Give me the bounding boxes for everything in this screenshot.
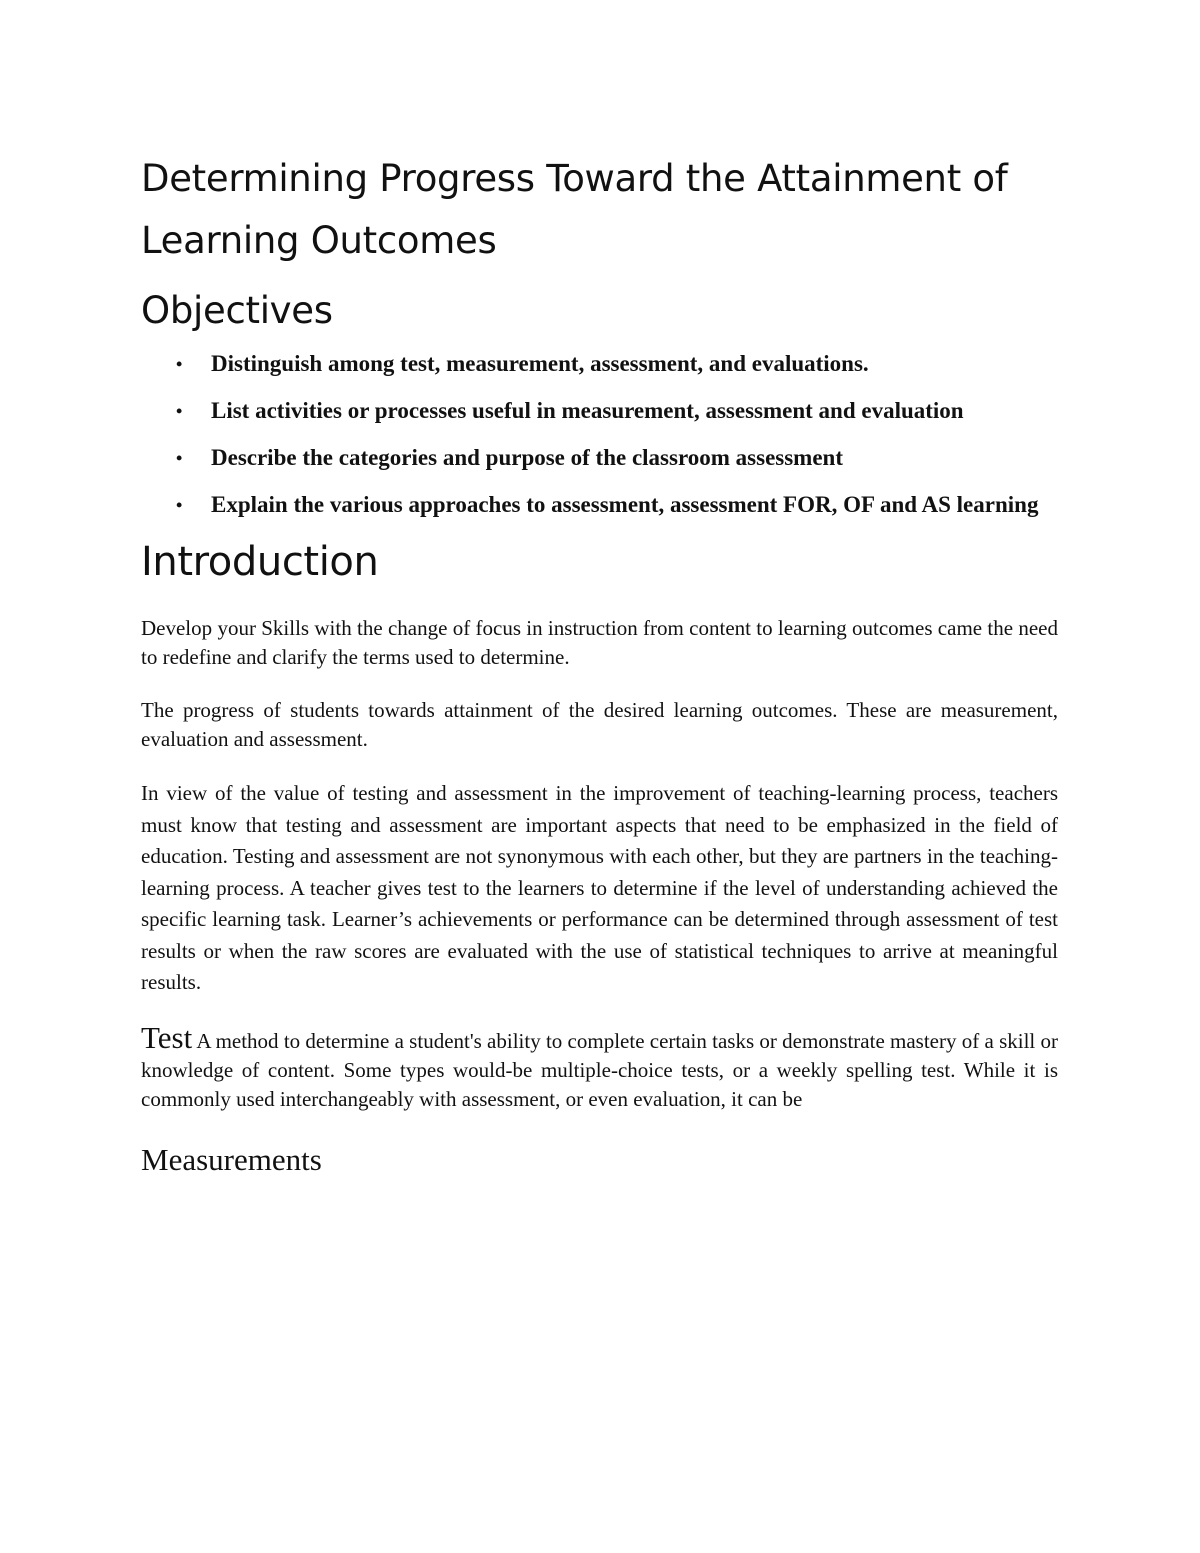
- bullet-icon: •: [176, 448, 183, 468]
- objective-item: [141, 348, 1058, 380]
- objectives-list: [141, 348, 1058, 521]
- bullet-icon: •: [176, 354, 183, 374]
- test-definition-paragraph: [141, 1019, 1058, 1114]
- introduction-paragraph: Develop your Skills with the change of focus in instruction from content to learning outcomes came the need to redefine and clarify the terms used to determine.: [141, 616, 1058, 669]
- bullet-icon: •: [176, 495, 183, 515]
- introduction-paragraph: In view of the value of testing and assessment in the improvement of teaching-learning process, teachers must know that testing and assessment are important aspects that need to be emphasized in the field of education. Testing and assessment are not synonymous with each other, but they are partners in the teaching-learning process. A teacher gives test to the learners to determine if the level of understanding achieved the specific learning task. Learner’s achievements or performance can be determined through assessment of test results or when the raw scores are evaluated with the use of statistical techniques to arrive at meaningful results.: [141, 781, 1058, 994]
- objective-item: [141, 489, 1058, 521]
- introduction-paragraph: The progress of students towards attainment of the desired learning outcomes. These are measurement, evaluation and assessment.: [141, 698, 1058, 751]
- document-title: Determining Progress Toward the Attainment of Learning Outcomes: [141, 157, 1008, 262]
- test-definition: A method to determine a student's ability to complete certain tasks or demonstrate mastery of a skill or knowledge of content. Some types would-be multiple-choice tests, or a weekly spelling test. While it is commonly used interchangeably with assessment, or even evaluation, it can be: [141, 1028, 1058, 1111]
- document-page: [141, 148, 1058, 1180]
- objective-text: Describe the categories and purpose of the classroom assessment: [211, 445, 843, 470]
- objective-text: Distinguish among test, measurement, assessment, and evaluations.: [211, 351, 869, 376]
- objective-text: List activities or processes useful in measurement, assessment and evaluation: [211, 398, 964, 423]
- objectives-heading: Objectives: [141, 289, 333, 332]
- measurements-heading: Measurements: [141, 1141, 322, 1177]
- bullet-icon: •: [176, 401, 183, 421]
- objective-item: [141, 442, 1058, 474]
- introduction-heading: Introduction: [141, 539, 379, 585]
- test-term: Test: [141, 1019, 193, 1055]
- objective-text: Explain the various approaches to assessment, assessment FOR, OF and AS learning: [211, 492, 1039, 517]
- objective-item: [141, 395, 1058, 427]
